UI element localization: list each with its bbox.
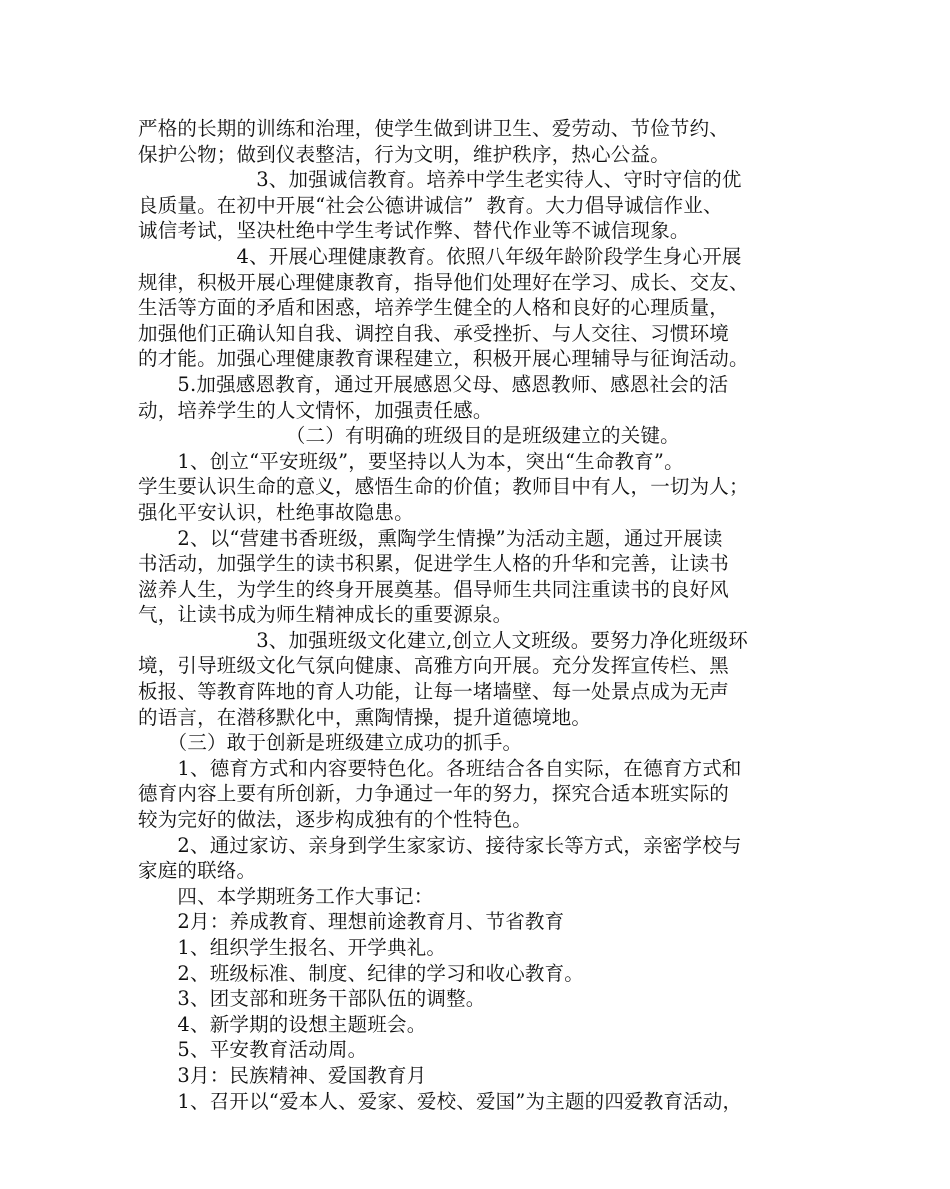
- text-line: 诚信考试，坚决杜绝中学生考试作弊、替代作业等不诚信现象。: [138, 219, 690, 243]
- text-line: 3、加强诚信教育。培养中学生老实待人、守时守信的优: [138, 168, 742, 192]
- list-item: 4、新学期的设想主题班会。: [138, 1012, 427, 1036]
- list-item: 1、召开以“爱本人、爱家、爱校、爱国”为主题的四爱教育活动，: [138, 1089, 743, 1113]
- text-line: 家庭的联络。: [138, 859, 257, 883]
- list-item: 2、班级标准、制度、纪律的学习和收心教育。: [138, 961, 585, 985]
- month-heading: 3月：民族精神、爱国教育月: [138, 1063, 427, 1087]
- text-line: 规律，积极开展心理健康教育，指导他们处理好在学习、成长、交友、: [138, 270, 749, 294]
- text-line: 动，培养学生的人文情怀，加强责任感。: [138, 398, 493, 422]
- text-line: 3、加强班级文化建立,创立人文班级。要努力净化班级环: [138, 628, 749, 652]
- text-line: 加强他们正确认知自我、调控自我、承受挫折、与人交往、习惯环境: [138, 321, 730, 345]
- text-line: 的才能。加强心理健康教育课程建立，积极开展心理辅导与征询活动。: [138, 347, 749, 371]
- list-item: 1、组织学生报名、开学典礼。: [138, 936, 447, 959]
- text-line: 滋养人生，为学生的终身开展奠基。倡导师生共同注重读书的良好风: [138, 577, 730, 601]
- section-heading: 四、本学期班务工作大事记：: [138, 884, 434, 908]
- text-line: 2、以“营建书香班级，熏陶学生情操”为活动主题，通过开展读: [138, 526, 723, 550]
- text-line: 的语言，在潜移默化中，熏陶情操，提升道德境地。: [138, 705, 592, 729]
- text-line: 书活动，加强学生的读书积累，促进学生人格的升华和完善，让读书: [138, 552, 730, 576]
- text-line: 2、通过家访、亲身到学生家家访、接待家长等方式，亲密学校与: [138, 833, 742, 857]
- text-line: 境，引导班级文化气氛向健康、高雅方向开展。充分发挥宣传栏、黑: [138, 654, 730, 678]
- text-line: 4、开展心理健康教育。依照八年级年龄阶段学生身心开展: [138, 244, 742, 268]
- text-line: 5.加强感恩教育，通过开展感恩父母、感恩教师、感恩社会的活: [138, 372, 729, 396]
- text-line: 较为完好的做法，逐步构成独有的个性特色。: [138, 808, 533, 832]
- list-item: 3、团支部和班务干部队伍的调整。: [138, 987, 486, 1011]
- text-line: 板报、等教育阵地的育人功能，让每一堵墙壁、每一处景点成为无声: [138, 680, 730, 704]
- month-heading: 2月：养成教育、理想前途教育月、节省教育: [138, 910, 565, 934]
- text-line: 1、创立“平安班级”，要坚持以人为本，突出“生命教育”。: [138, 449, 684, 473]
- section-heading: （二）有明确的班级目的是班级建立的关键。: [138, 424, 680, 448]
- text-line: 良质量。在初中开展“社会公德讲诚信” 教育。大力倡导诚信作业、: [138, 193, 723, 217]
- text-line: 学生要认识生命的意义，感悟生命的价值；教师目中有人，一切为人；: [138, 475, 749, 499]
- text-line: 气，让读书成为师生精神成长的重要源泉。: [138, 603, 513, 627]
- text-line: 保护公物；做到仪表整洁，行为文明，维护秩序，热心公益。: [138, 142, 670, 166]
- text-line: 1、德育方式和内容要特色化。各班结合各自实际，在德育方式和: [138, 756, 742, 780]
- text-line: 生活等方面的矛盾和困惑，培养学生健全的人格和良好的心理质量，: [138, 296, 730, 320]
- text-line: 强化平安认识，杜绝事故隐患。: [138, 500, 414, 524]
- text-line: 严格的长期的训练和治理，使学生做到讲卫生、爱劳动、节俭节约、: [138, 117, 730, 140]
- section-heading: （三）敢于创新是班级建立成功的抓手。: [138, 731, 523, 755]
- list-item: 5、平安教育活动周。: [138, 1038, 368, 1062]
- document-body: [138, 116, 828, 1114]
- text-line: 德育内容上要有所创新，力争通过一年的努力，探究合适本班实际的: [138, 782, 730, 806]
